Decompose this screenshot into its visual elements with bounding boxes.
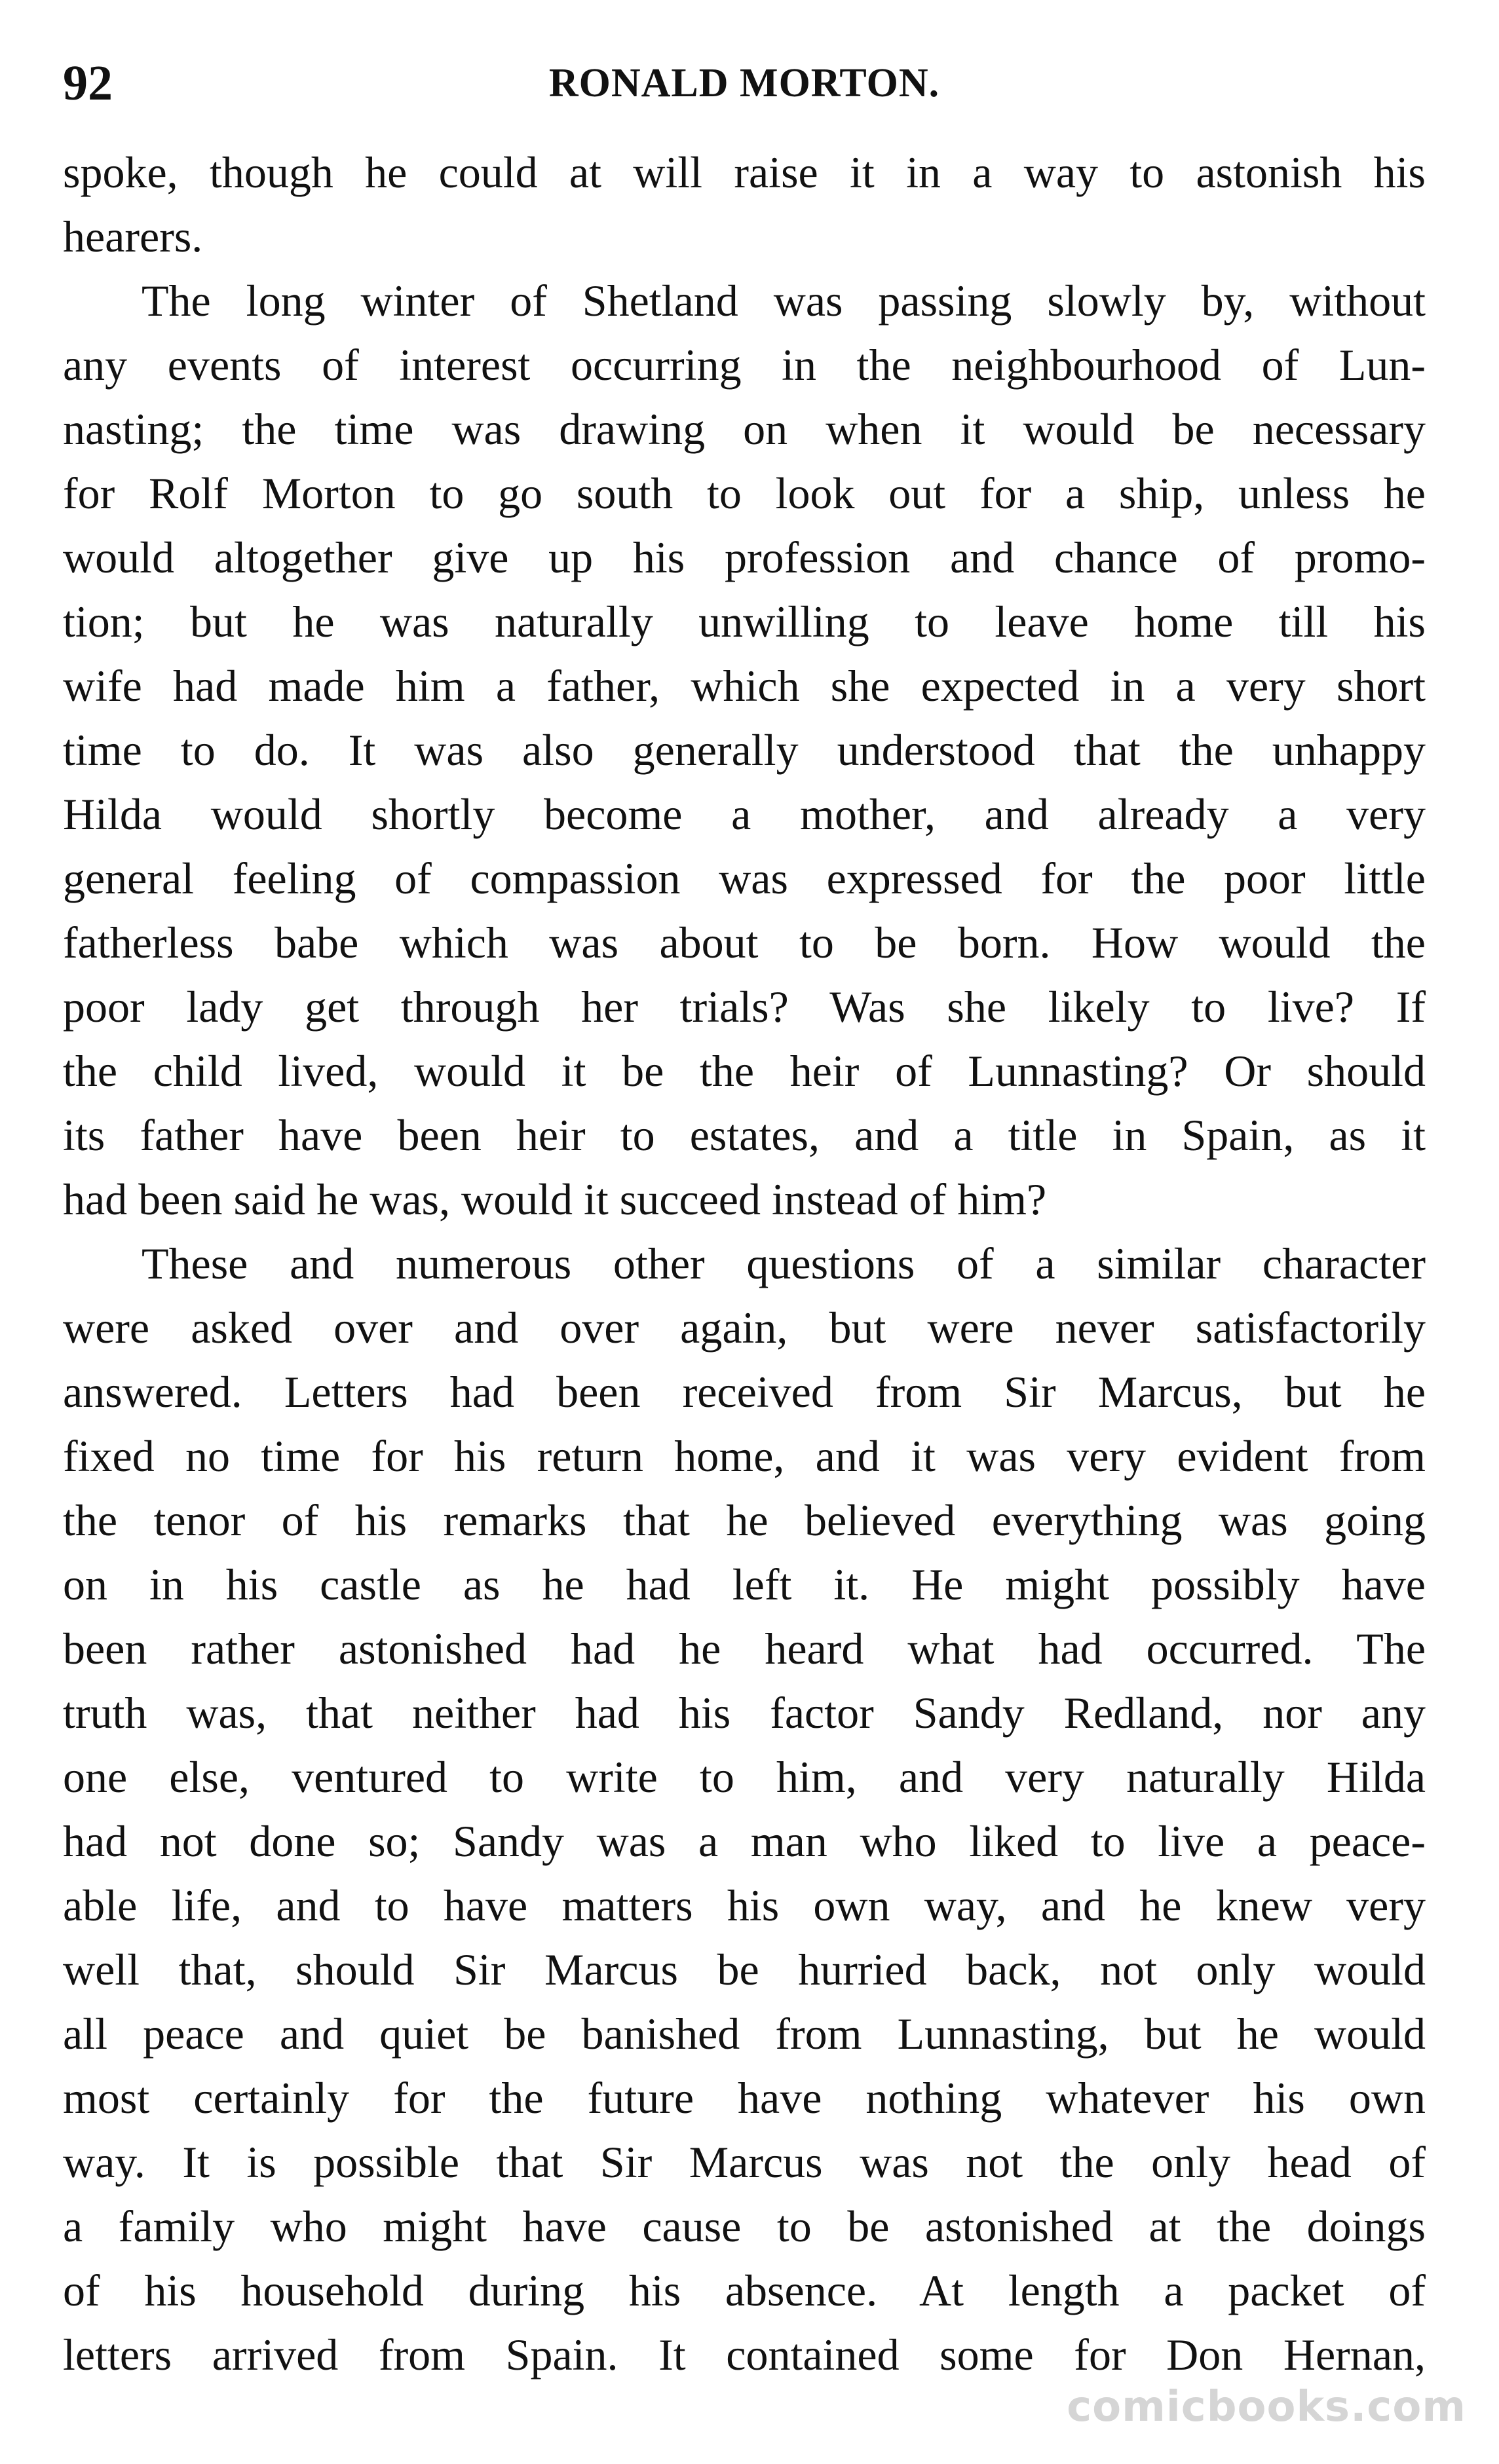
text-line: were asked over and over again, but were never satisfactorily <box>63 1303 1426 1353</box>
text-line: truth was, that neither had his factor Sandy Redland, nor any <box>63 1688 1426 1738</box>
text-line: on in his castle as he had left it. He might possibly have <box>63 1559 1426 1609</box>
text-line: for Rolf Morton to go south to look out for a ship, unless he <box>63 468 1426 518</box>
text-line: any events of interest occurring in the neighbourhood of Lun- <box>63 340 1426 390</box>
page-header <box>63 47 1426 119</box>
body-text <box>63 140 1426 2387</box>
watermark: comicbooks.com <box>1067 2383 1466 2431</box>
text-line: These and numerous other questions of a similar character <box>142 1239 1426 1288</box>
text-line: a family who might have cause to be astonished at the doings <box>63 2201 1426 2251</box>
text-line: been rather astonished had he heard what had occurred. The <box>63 1624 1426 1673</box>
text-line: answered. Letters had been received from Sir Marcus, but he <box>63 1367 1426 1417</box>
text-line: its father have been heir to estates, and a title in Spain, as it <box>63 1110 1426 1160</box>
text-line: had not done so; Sandy was a man who liked to live a peace- <box>63 1816 1426 1866</box>
text-line: wife had made him a father, which she expected in a very short <box>63 661 1426 711</box>
text-line: able life, and to have matters his own way, and he knew very <box>63 1880 1426 1930</box>
text-line: the child lived, would it be the heir of Lunnasting? Or should <box>63 1046 1426 1096</box>
text-line: letters arrived from Spain. It contained some for Don Hernan, <box>63 2330 1426 2380</box>
text-line: hearers. <box>63 212 203 261</box>
text-line: spoke, though he could at will raise it in a way to astonish his <box>63 147 1426 197</box>
page-number: 92 <box>63 56 113 111</box>
text-line: tion; but he was naturally unwilling to leave home till his <box>63 597 1426 646</box>
text-line: general feeling of compassion was expressed for the poor little <box>63 853 1426 903</box>
text-line: all peace and quiet be banished from Lunnasting, but he would <box>63 2009 1426 2059</box>
text-line: nasting; the time was drawing on when it would be necessary <box>63 404 1426 454</box>
text-line: way. It is possible that Sir Marcus was not the only head of <box>63 2137 1426 2187</box>
text-line: well that, should Sir Marcus be hurried back, not only would <box>63 1945 1426 1994</box>
text-line: time to do. It was also generally understood that the unhappy <box>63 725 1426 775</box>
text-line: The long winter of Shetland was passing slowly by, without <box>142 276 1426 326</box>
running-title: RONALD MORTON. <box>548 61 940 105</box>
text-line: poor lady get through her trials? Was she likely to live? If <box>63 982 1426 1032</box>
text-line: Hilda would shortly become a mother, and already a very <box>63 789 1426 839</box>
text-line: one else, ventured to write to him, and very naturally Hilda <box>63 1752 1426 1802</box>
text-line: most certainly for the future have nothing whatever his own <box>63 2073 1426 2123</box>
text-line: of his household during his absence. At length a packet of <box>63 2266 1426 2315</box>
text-line: had been said he was, would it succeed instead of him? <box>63 1174 1047 1224</box>
text-line: would altogether give up his profession and chance of promo- <box>63 532 1426 582</box>
text-line: the tenor of his remarks that he believed everything was going <box>63 1495 1426 1545</box>
text-line: fatherless babe which was about to be born. How would the <box>63 918 1426 967</box>
text-line: fixed no time for his return home, and it was very evident from <box>63 1431 1426 1481</box>
